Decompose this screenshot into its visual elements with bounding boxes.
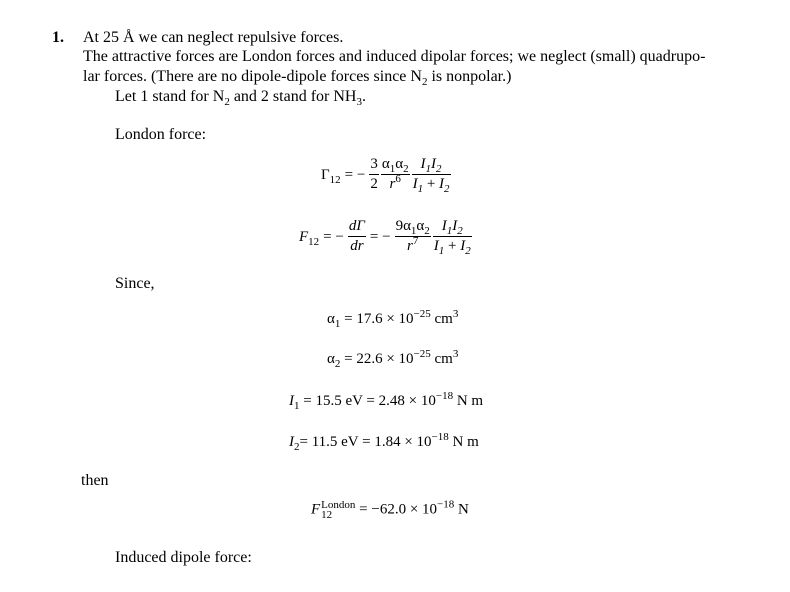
gamma-frac-coef: $\frac{3}{2}$ — [370, 156, 378, 192]
force-equation: $F_{12}$ = − $\frac{d\Gamma}{dr}$ = − $\frac{9\alpha_1\alpha_2}{r^7}$ $\frac{I_1I_2}{I_1 + I_2}$ — [299, 218, 471, 257]
I2-value: $I_2= 11.5$ eV = $1.84 \times 10^{-18}$ N m — [289, 431, 479, 453]
force-frac-alpha: $\frac{9\alpha_1\alpha_2}{r^7}$ — [395, 218, 430, 254]
problem-line-3: lar forces. (There are no dipole-dipole forces since $N_2$ is nonpolar.) — [83, 68, 512, 89]
I1-value: $I_1 = 15.5$ eV = $2.48 \times 10^{-18}$ N m — [289, 390, 484, 412]
problem-number: 1. — [52, 29, 64, 46]
gamma-frac-ionization: $\frac{I_1I_2}{I_1 + I_2}$ — [412, 156, 450, 195]
alpha2-value: $\alpha_2 = 22.6 \times 10^{-25}$ $cm^3$ — [327, 348, 459, 370]
gamma-equation: $\Gamma_{12}$ = − $\frac{3}{2}$ $\frac{\alpha_1\alpha_2}{r^6}$ $\frac{I_1I_2}{I_1 + I_2}$ — [321, 156, 450, 195]
induced-dipole-label: Induced dipole force: — [115, 549, 252, 566]
alpha1-value: $\alpha_1 = 17.6 \times 10^{-25}$ $cm^3$ — [327, 308, 459, 330]
london-force-result: F London 12 = $-62.0 \times 10^{-18}$ N — [311, 498, 469, 521]
problem-line-1: At 25 Å we can neglect repulsive forces. — [83, 29, 344, 46]
problem-line-4: Let 1 stand for $N_2$ and 2 stand for $NH_3$. — [115, 88, 366, 109]
london-force-label: London force: — [115, 126, 207, 143]
since-label: Since, — [115, 275, 155, 292]
then-label: then — [81, 472, 109, 489]
force-frac-derivative: $\frac{d\Gamma}{dr}$ — [348, 218, 365, 254]
gamma-frac-alpha: $\frac{\alpha_1\alpha_2}{r^6}$ — [381, 156, 409, 192]
problem-line-2: The attractive forces are London forces and induced dipolar forces; we neglect (small) quadrupo- — [83, 48, 706, 65]
force-frac-ionization: $\frac{I_1I_2}{I_1 + I_2}$ — [433, 218, 471, 257]
